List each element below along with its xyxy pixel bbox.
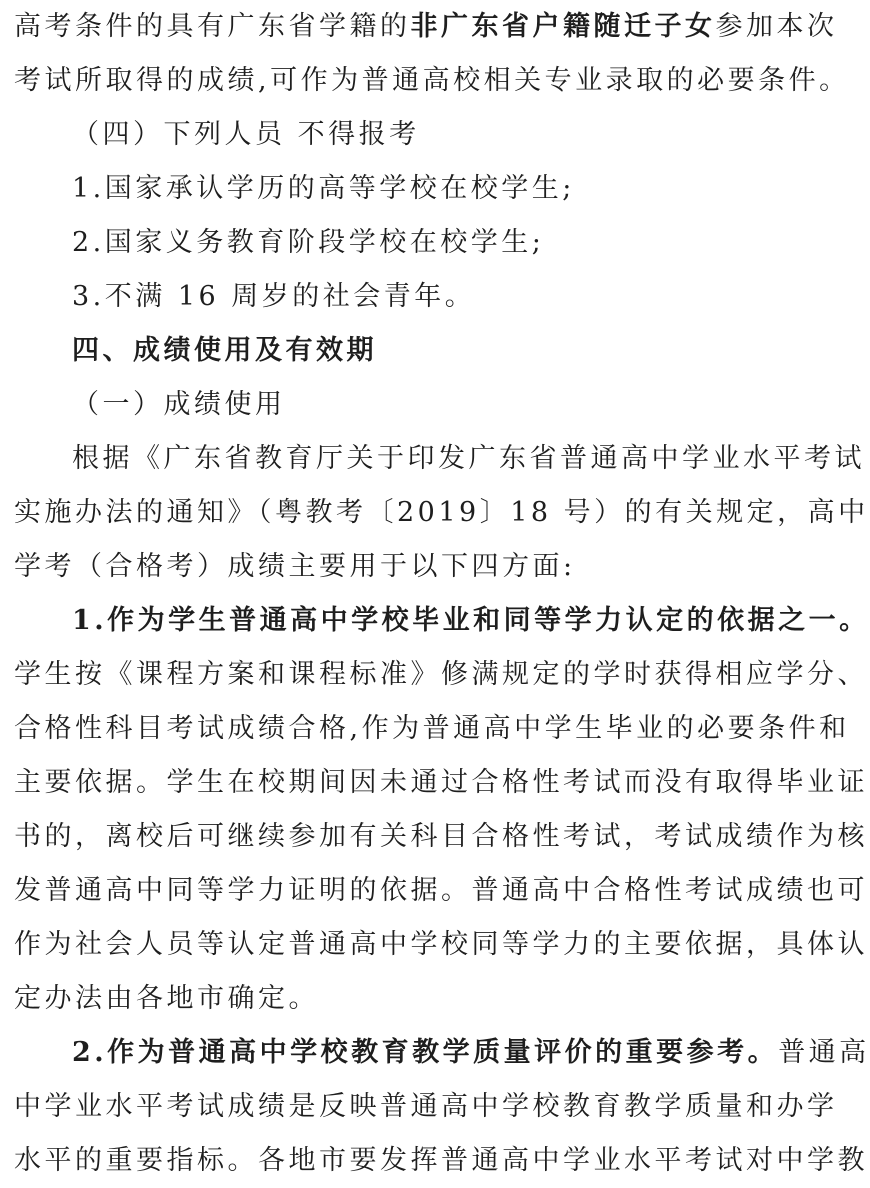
chapter-heading: 四、成绩使用及有效期 (72, 335, 377, 366)
paragraph-line-16: 书的，离校后可继续参加有关科目合格性考试，考试成绩作为核 (14, 821, 868, 852)
list-item-3: 3.不满 16 周岁的社会青年。 (72, 281, 476, 312)
paragraph-line-20 (14, 1026, 870, 1080)
paragraph-line-2: 考试所取得的成绩,可作为普通高校相关专业录取的必要条件。 (14, 65, 850, 96)
line-1-text-start: 高考条件的具有广东省学籍的 (14, 11, 411, 42)
list-item-2: 2.国家义务教育阶段学校在校学生; (72, 227, 545, 258)
paragraph-line-21: 中学业水平考试成绩是反映普通高中学校教育教学质量和办学 (14, 1091, 838, 1122)
line-20-text-end: 普通高 (778, 1037, 870, 1068)
section-heading-four: （四）下列人员 不得报考 (72, 119, 420, 150)
point-2-heading: 2.作为普通高中学校教育教学质量评价的重要参考。 (72, 1037, 779, 1068)
subsection-heading: （一）成绩使用 (72, 389, 286, 420)
paragraph-line-1 (14, 0, 838, 54)
paragraph-line-22: 水平的重要指标。各地市要发挥普通高中学业水平考试对中学教 (14, 1145, 868, 1176)
paragraph-line-19: 定办法由各地市确定。 (14, 983, 319, 1014)
paragraph-line-18: 作为社会人员等认定普通高中学校同等学力的主要依据，具体认 (14, 929, 868, 960)
paragraph-line-15: 主要依据。学生在校期间因未通过合格性考试而没有取得毕业证 (14, 767, 868, 798)
line-1-bold-phrase: 非广东省户籍随迁子女 (410, 11, 716, 42)
line-1-text-end: 参加本次 (715, 11, 838, 42)
paragraph-line-9: 根据《广东省教育厅关于印发广东省普通高中学业水平考试 (72, 443, 865, 474)
paragraph-line-10: 实施办法的通知》（粤教考〔2019〕18 号）的有关规定，高中 (14, 497, 869, 528)
paragraph-line-17: 发普通高中同等学力证明的依据。普通高中合格性考试成绩也可 (14, 875, 868, 906)
paragraph-line-11: 学考（合格考）成绩主要用于以下四方面: (14, 551, 576, 582)
point-1-heading: 1.作为学生普通高中学校毕业和同等学力认定的依据之一。 (72, 605, 870, 636)
paragraph-line-13: 学生按《课程方案和课程标准》修满规定的学时获得相应学分、 (14, 659, 868, 690)
list-item-1: 1.国家承认学历的高等学校在校学生; (72, 173, 575, 204)
paragraph-line-14: 合格性科目考试成绩合格,作为普通高中学生毕业的必要条件和 (14, 713, 850, 744)
